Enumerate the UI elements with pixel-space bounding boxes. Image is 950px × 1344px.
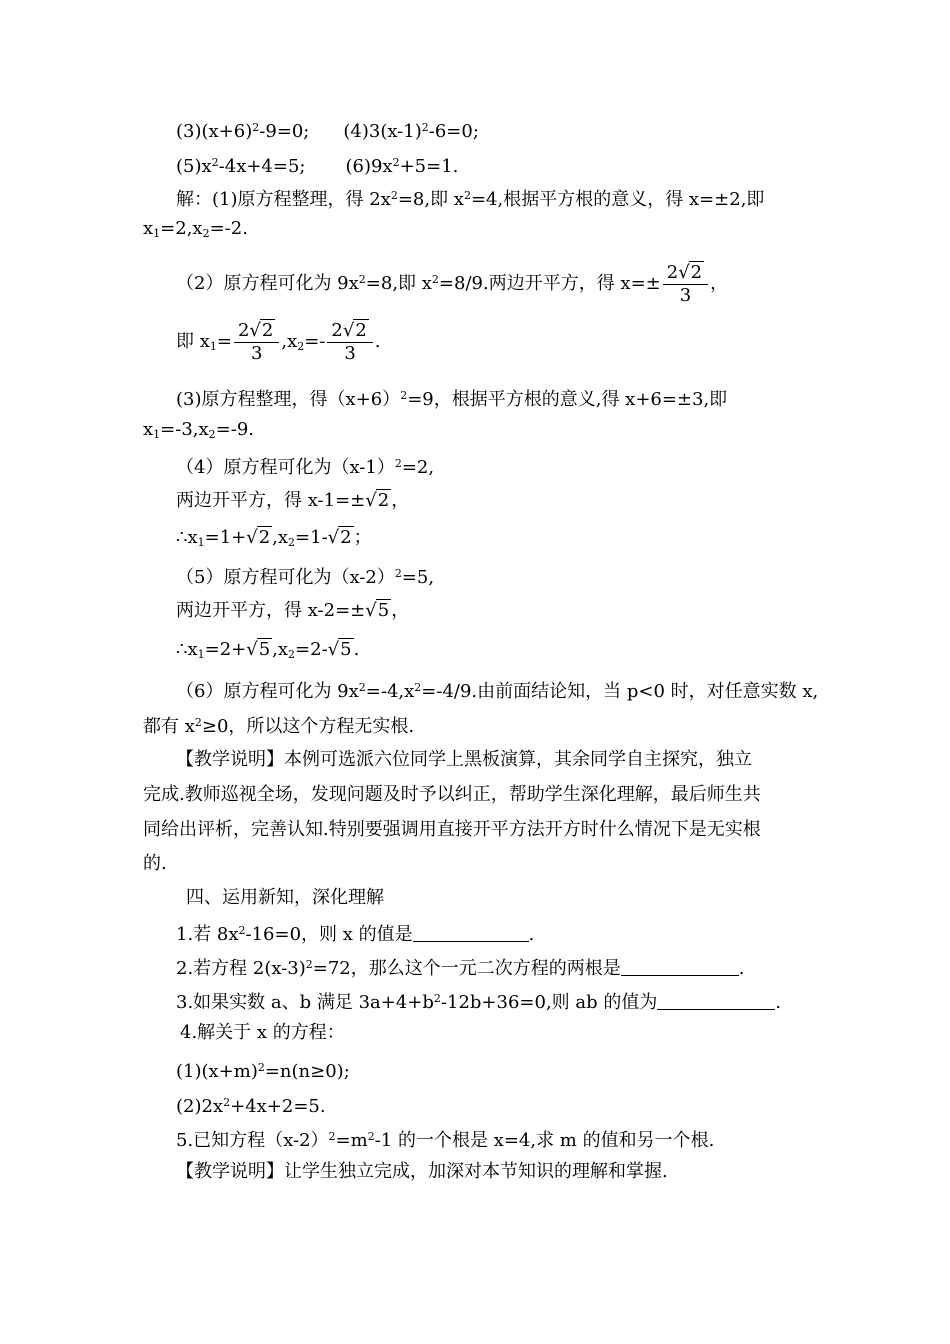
question-5: 5.已知方程$(x-2)^2=m^2-1$ 的一个根是 x=4,求 m 的值和另一个根.: [176, 1130, 715, 1151]
question-3: 3.如果实数 a、b 满足 $3a+4+b^2-12b+36=0$,则 ab 的值为 .: [176, 992, 782, 1013]
solution-5-line2: 两边开平方，得 x-2=±√5 ，: [176, 600, 410, 621]
solution-2-line2: 即 $x_1=$ $\frac{2√2}{3}$ $,x_2=-$ $\frac{2√2}{3}$ .: [176, 319, 381, 364]
solution-6-line2: 都有 $x^2\ge 0$，所以这个方程无实根.: [143, 716, 415, 737]
answer-blank[interactable]: [413, 923, 529, 942]
solution-1-line2: $x_1=2,x_2=-2$.: [143, 218, 248, 240]
exercise-5-6: $(5)x^2-4x+4=5$; $(6)9x^2+5=1$.: [176, 156, 459, 177]
solution-5-line3: $\therefore x_1=2+√5$ $,x_2=2-√5$ .: [176, 639, 360, 661]
answer-blank[interactable]: [621, 957, 739, 976]
solution-4-line1: （4）原方程可化为$(x-1)^2=2$,: [176, 457, 435, 478]
teaching-note-1-line4: 的.: [143, 853, 167, 874]
solution-5-line1: （5）原方程可化为$(x-2)^2=5$,: [176, 567, 435, 588]
solution-3-line1: (3)原方程整理，得$(x+6)^2=9$，根据平方根的意义,得 x+6=±3,即: [176, 389, 728, 410]
solution-4-line3: $\therefore x_1=1+√2$ $,x_2=1-√2$ ；: [176, 527, 372, 549]
answer-blank[interactable]: [657, 991, 775, 1010]
fraction-2sqrt2-over-3: $\frac{2√2}{3}$: [234, 320, 279, 365]
solution-4-line2: 两边开平方，得 x-1=±√2 ，: [176, 490, 410, 511]
solution-3-line2: $x_1=-3,x_2=-9$.: [143, 419, 254, 441]
teaching-note-1-line3: 同给出评析，完善认知.特别要强调用直接开平方法开方时什么情况下是无实根: [143, 819, 761, 840]
question-4: 4.解关于 x 的方程：: [180, 1022, 345, 1043]
solution-2-line1: （2）原方程可化为 $9x^2=8$,即 $x^2=8/9$.两边开平方，得 x=± $\frac{2√2}{3}$ ，: [176, 261, 729, 306]
section-heading-4: 四、运用新知，深化理解: [186, 887, 384, 908]
solution-1-line1: 解：(1)原方程整理，得 $2x^2=8$,即 $x^2=4$,根据平方根的意义，得 x=±2,即: [176, 189, 765, 210]
teaching-note-1-line1: 【教学说明】本例可选派六位同学上黑板演算，其余同学自主探究，独立: [176, 749, 752, 770]
teaching-note-2: 【教学说明】让学生独立完成，加深对本节知识的理解和掌握.: [176, 1161, 668, 1182]
teaching-note-1-line2: 完成.教师巡视全场，发现问题及时予以纠正，帮助学生深化理解，最后师生共: [143, 784, 761, 805]
fraction-2sqrt2-over-3: $\frac{2√2}{3}$: [327, 320, 372, 365]
question-4-part-2: $(2)2x^2+4x+2=5$.: [176, 1096, 326, 1117]
question-4-part-1: $(1)(x+m)^2=n(n\ge 0)$;: [176, 1061, 350, 1082]
solution-6-line1: （6）原方程可化为 $9x^2=-4,x^2=-4/9$.由前面结论知，当 p<0 时，对任意实数 x,: [176, 681, 819, 702]
exercise-3-4: $(3)(x+6)^2-9=0$; $(4)3(x-1)^2-6=0$;: [176, 121, 479, 142]
question-2: 2.若方程 $2(x-3)^2=72$，那么这个一元二次方程的两根是 .: [176, 958, 745, 979]
fraction-2sqrt2-over-3: $\frac{2√2}{3}$: [663, 262, 708, 307]
question-1: 1.若 $8x^2-16=0$，则 x 的值是 .: [176, 924, 535, 945]
